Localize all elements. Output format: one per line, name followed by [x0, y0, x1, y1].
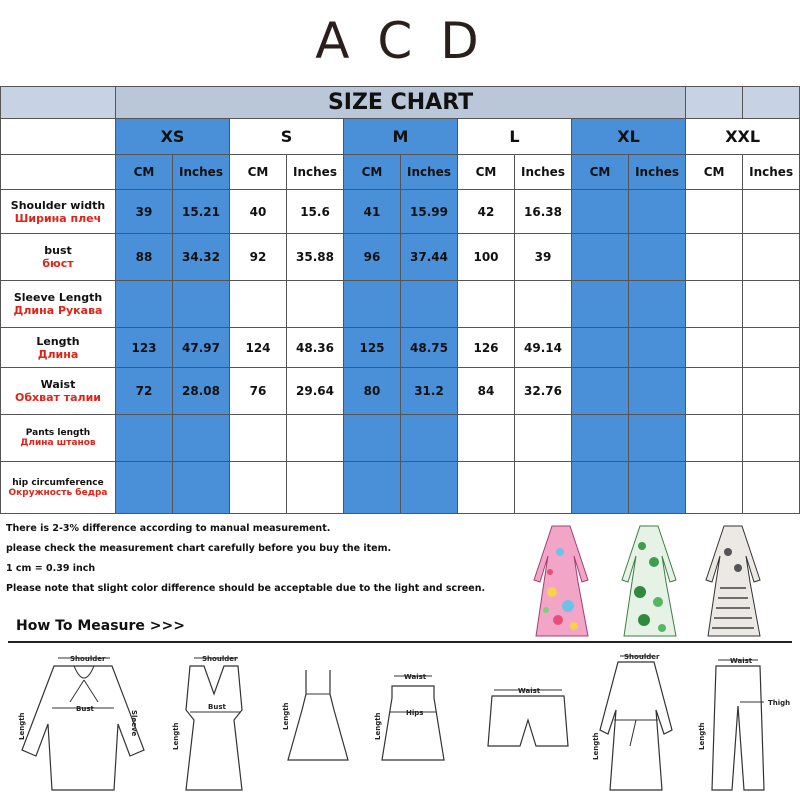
row-label: [1, 368, 116, 415]
measurement-cell: [515, 462, 572, 514]
measurement-cell: 124: [230, 328, 287, 368]
waist-label: Waist: [404, 673, 427, 681]
note-line: There is 2-3% difference according to manual measurement.: [6, 523, 331, 534]
row-label: [1, 234, 116, 281]
unit-inches: Inches: [743, 155, 800, 190]
tank-top-diagram: [168, 650, 260, 796]
measurement-cell: 49.14: [515, 328, 572, 368]
shoulder-label: Shoulder: [70, 655, 106, 663]
unit-cm: CM: [116, 155, 173, 190]
row-label-ru: Обхват талии: [15, 391, 101, 404]
size-s-header: S: [230, 119, 344, 155]
measurement-cell: [743, 462, 800, 514]
title-side-cell: [686, 87, 743, 119]
measurement-cell: 126: [458, 328, 515, 368]
brand-logo: A C D: [315, 12, 485, 70]
measurement-cell: [230, 415, 287, 462]
measurement-cell: 29.64: [287, 368, 344, 415]
measurement-cell: 48.36: [287, 328, 344, 368]
unit-inches: Inches: [629, 155, 686, 190]
measurement-cell: [116, 281, 173, 328]
row-label: [1, 328, 116, 368]
measurement-cell: 32.76: [515, 368, 572, 415]
hips-label: Hips: [406, 709, 424, 717]
measurement-cell: [173, 462, 230, 514]
measurement-cell: [515, 281, 572, 328]
blouse-diagram: [14, 650, 154, 796]
measurement-cell: [629, 190, 686, 234]
unit-cm: CM: [572, 155, 629, 190]
measurement-cell: [629, 415, 686, 462]
size-chart-table: [0, 86, 800, 514]
measurement-cell: 100: [458, 234, 515, 281]
measurement-cell: [401, 415, 458, 462]
measurement-cell: [743, 234, 800, 281]
thigh-label: Thigh: [768, 699, 791, 707]
measurement-cell: [344, 415, 401, 462]
measurement-cell: 16.38: [515, 190, 572, 234]
shoulder-label: Shoulder: [202, 655, 238, 663]
shorts-diagram: [478, 650, 578, 796]
length-label: Length: [374, 712, 382, 740]
measurement-cell: [287, 281, 344, 328]
measurement-cell: [230, 281, 287, 328]
measurement-cell: 15.21: [173, 190, 230, 234]
measurement-cell: 41: [344, 190, 401, 234]
row-label: [1, 281, 116, 328]
row-label-en: Length: [36, 334, 80, 348]
row-label-en: Sleeve Length: [13, 291, 103, 304]
measurement-cell: [401, 462, 458, 514]
measurement-cell: 15.99: [401, 190, 458, 234]
measurement-cell: 123: [116, 328, 173, 368]
unit-inches: Inches: [515, 155, 572, 190]
table-row: [1, 415, 800, 462]
note-line: please check the measurement chart carefully before you buy the item.: [6, 543, 392, 554]
measurement-cell: 15.6: [287, 190, 344, 234]
measurement-cell: [629, 368, 686, 415]
measurement-cell: 42: [458, 190, 515, 234]
measurement-cell: [743, 415, 800, 462]
measurement-cell: 28.08: [173, 368, 230, 415]
bust-label: Bust: [76, 705, 94, 713]
measurement-cell: [344, 462, 401, 514]
measurement-cell: [686, 328, 743, 368]
size-xs-header: XS: [116, 119, 230, 155]
unit-cm: CM: [686, 155, 743, 190]
notes-block: [0, 519, 520, 599]
measurement-cell: [572, 415, 629, 462]
measurement-cell: [629, 462, 686, 514]
measurement-cell: [287, 415, 344, 462]
measurement-cell: [686, 415, 743, 462]
measurement-cell: [629, 281, 686, 328]
measurement-cell: [458, 415, 515, 462]
corner-cell: [1, 119, 116, 155]
measurement-cell: 47.97: [173, 328, 230, 368]
measurement-cell: [743, 190, 800, 234]
table-row: [1, 281, 800, 328]
measurement-cell: [572, 462, 629, 514]
size-l-header: L: [458, 119, 572, 155]
row-label-en: hip circumference: [12, 477, 104, 488]
measurement-cell: 37.44: [401, 234, 458, 281]
measurement-cell: 125: [344, 328, 401, 368]
row-label-ru: бюст: [42, 257, 74, 270]
measurement-cell: 88: [116, 234, 173, 281]
row-label-ru: Длина Рукава: [13, 304, 103, 317]
table-row: [1, 462, 800, 514]
title-side-cell: [743, 87, 800, 119]
title-side-cell: [1, 87, 116, 119]
measurement-cell: [116, 415, 173, 462]
row-label-ru: Длина штанов: [20, 438, 96, 448]
measurement-cell: [230, 462, 287, 514]
unit-cm: CM: [458, 155, 515, 190]
trousers-diagram: [694, 650, 794, 796]
length-label: Length: [592, 732, 600, 760]
size-xl-header: XL: [572, 119, 686, 155]
measurement-cell: [458, 281, 515, 328]
measurement-cell: [173, 415, 230, 462]
waist-label: Waist: [730, 657, 753, 665]
measurement-cell: [629, 234, 686, 281]
bust-label: Bust: [208, 703, 226, 711]
row-label-en: bust: [44, 244, 72, 257]
measurement-cell: [629, 328, 686, 368]
measurement-cell: [458, 462, 515, 514]
measurement-cell: 31.2: [401, 368, 458, 415]
row-label-ru: Длина: [37, 347, 79, 361]
shoulder-label: Shoulder: [624, 653, 660, 661]
measurement-cell: 39: [515, 234, 572, 281]
measurement-cell: [743, 328, 800, 368]
unit-cm: CM: [344, 155, 401, 190]
measurement-cell: [116, 462, 173, 514]
measurement-cell: [572, 281, 629, 328]
length-label: Length: [282, 702, 290, 730]
waist-label: Waist: [518, 687, 541, 695]
length-label: Length: [18, 712, 26, 740]
measurement-cell: [686, 368, 743, 415]
measurement-cell: [686, 462, 743, 514]
dress-green-print-image: [618, 522, 680, 640]
size-m-header: M: [344, 119, 458, 155]
measurement-cell: [515, 415, 572, 462]
measurement-cell: 35.88: [287, 234, 344, 281]
sleeve-label: Sleeve: [130, 710, 138, 737]
measurement-cell: [686, 190, 743, 234]
unit-inches: Inches: [287, 155, 344, 190]
measurement-cell: [344, 281, 401, 328]
row-label-en: Waist: [40, 378, 76, 391]
skirt-diagram: [372, 650, 454, 796]
measurement-cell: [686, 281, 743, 328]
measurement-cell: [743, 281, 800, 328]
slip-dress-diagram: [278, 650, 360, 796]
measurement-cell: 80: [344, 368, 401, 415]
table-row: [1, 190, 800, 234]
row-label-ru: Окружность бедра: [8, 487, 108, 498]
length-label: Length: [698, 722, 706, 750]
dress-floral-pink-image: [530, 522, 592, 640]
measurement-cell: [572, 368, 629, 415]
row-label: [1, 415, 116, 462]
measurement-rows: [1, 190, 800, 514]
measurement-cell: [572, 234, 629, 281]
divider: [8, 641, 792, 643]
unit-inches: Inches: [401, 155, 458, 190]
row-label-en: Shoulder width: [10, 198, 106, 212]
unit-inches: Inches: [173, 155, 230, 190]
note-line: Please note that slight color difference should be acceptable due to the light and screen.: [6, 583, 486, 594]
table-row: [1, 328, 800, 368]
row-label: [1, 462, 116, 514]
measurement-cell: 72: [116, 368, 173, 415]
measurement-cell: 48.75: [401, 328, 458, 368]
measurement-cell: [401, 281, 458, 328]
measurement-cell: 96: [344, 234, 401, 281]
length-label: Length: [172, 722, 180, 750]
table-row: [1, 234, 800, 281]
measurement-cell: [686, 234, 743, 281]
measurement-cell: [743, 368, 800, 415]
measurement-cell: 92: [230, 234, 287, 281]
measurement-cell: [572, 328, 629, 368]
how-to-measure-heading: How To Measure >>>: [16, 618, 185, 634]
unit-cm: CM: [230, 155, 287, 190]
dress-monochrome-print-image: [702, 522, 764, 640]
measurement-cell: 39: [116, 190, 173, 234]
note-line: 1 cm = 0.39 inch: [6, 563, 96, 574]
size-xxl-header: XXL: [686, 119, 800, 155]
row-label-ru: Ширина плеч: [14, 211, 102, 225]
row-label-en: Pants length: [25, 428, 91, 438]
row-label: [1, 190, 116, 234]
measurement-cell: 76: [230, 368, 287, 415]
measurement-cell: [572, 190, 629, 234]
measurement-cell: 40: [230, 190, 287, 234]
measurement-cell: [287, 462, 344, 514]
measurement-cell: 84: [458, 368, 515, 415]
table-row: [1, 368, 800, 415]
unit-corner-cell: [1, 155, 116, 190]
chart-title: SIZE CHART: [116, 87, 686, 119]
measurement-cell: 34.32: [173, 234, 230, 281]
measurement-cell: [173, 281, 230, 328]
coat-dress-diagram: [590, 650, 682, 796]
